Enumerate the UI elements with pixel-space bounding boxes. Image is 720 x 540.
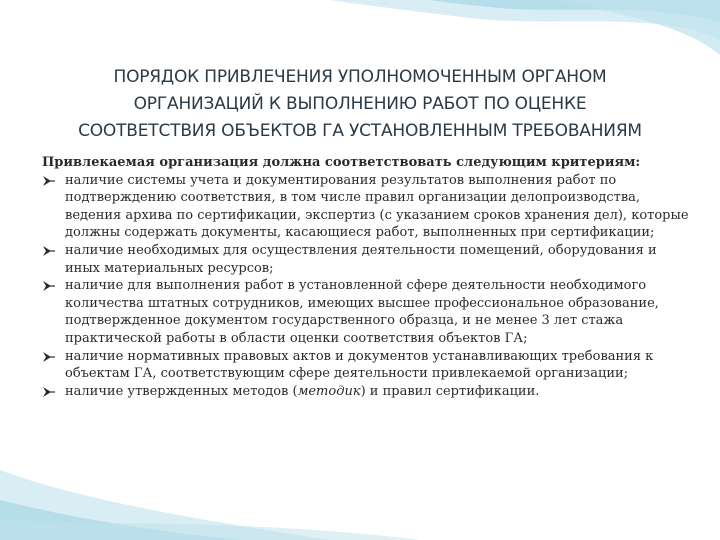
criteria-item: [42, 383, 692, 401]
arrow-checkmark-icon: [42, 383, 58, 398]
criteria-item: [42, 277, 692, 347]
criteria-intro: Привлекаемая организация должна соответствовать следующим критериям:: [42, 155, 641, 170]
slide-title-line-3: СООТВЕТСТВИЯ ОБЪЕКТОВ ГА УСТАНОВЛЕННЫМ ТРЕБОВАНИЯМ: [78, 121, 642, 141]
criteria-item-text: наличие необходимых для осуществления деятельности помещений, оборудования и иных материальных ресурсов;: [65, 242, 657, 276]
slide-title-line-1: ПОРЯДОК ПРИВЛЕЧЕНИЯ УПОЛНОМОЧЕННЫМ ОРГАНОМ: [113, 67, 607, 87]
criteria-item-text: наличие системы учета и документирования результатов выполнения работ по подтверждению соответствия, в том числе правил организации делопроизводства, ведения архива по сертификации, экспертиз (с указанием сроков хранения дел), которые должны содержать документы, касающиеся работ, выполненных при сертификации;: [65, 172, 689, 241]
criteria-item-text-after: ) и правил сертификации.: [360, 383, 540, 399]
arrow-checkmark-icon: [42, 348, 58, 363]
criteria-item: [42, 242, 692, 277]
criteria-item-text: наличие для выполнения работ в установленной сфере деятельности необходимого количества штатных сотрудников, имеющих высшее профессиональное образование, подтвержденное документом государственного образца, и не менее 3 лет стажа практической работы в области оценки соответствия объектов ГА;: [65, 278, 659, 346]
slide-title: [30, 64, 690, 145]
criteria-item: [42, 348, 692, 383]
arrow-checkmark-icon: [42, 172, 58, 187]
slide-title-line-2: ОРГАНИЗАЦИЙ К ВЫПОЛНЕНИЮ РАБОТ ПО ОЦЕНКЕ: [133, 94, 587, 114]
criteria-item-emphasis: методик: [297, 383, 361, 399]
arrow-checkmark-icon: [42, 242, 58, 257]
criteria-item-text: наличие нормативных правовых актов и документов устанавливающих требования к объектам ГА, соответствующим сфере деятельности привлекаемой организации;: [65, 348, 654, 382]
criteria-item-text-before: наличие утвержденных методов (: [65, 383, 298, 399]
criteria-item: [42, 172, 692, 242]
criteria-list: [42, 172, 692, 401]
slide-content: [42, 154, 692, 400]
arrow-checkmark-icon: [42, 277, 58, 292]
